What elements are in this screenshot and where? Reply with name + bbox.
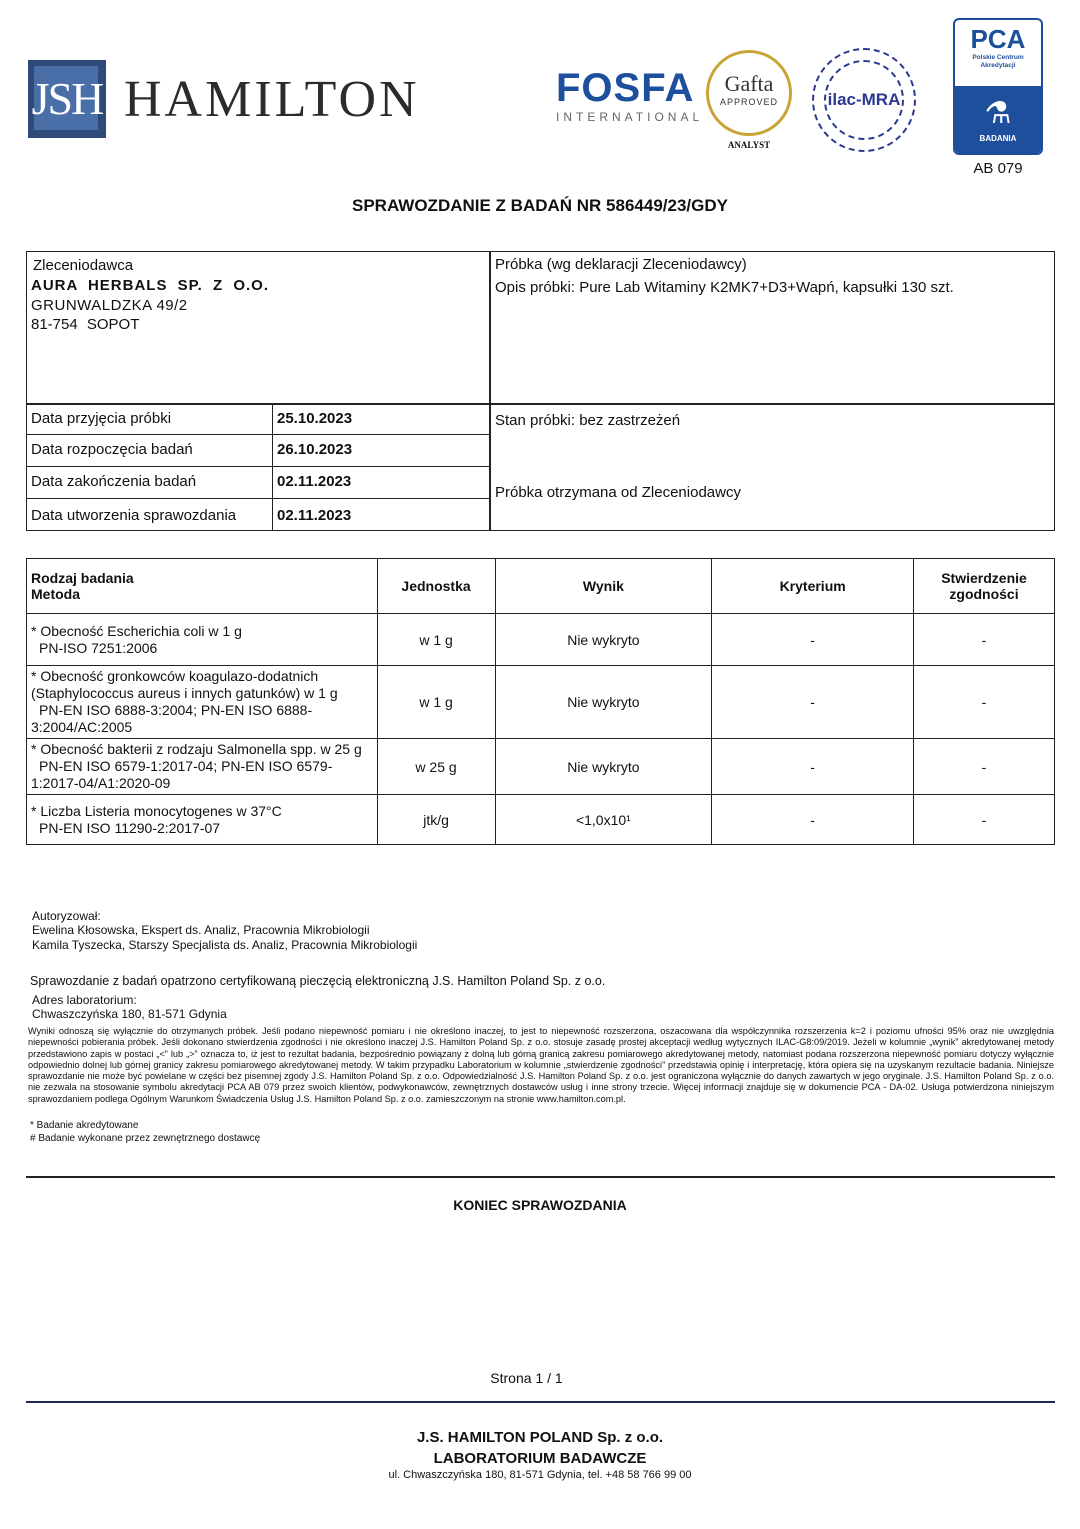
authorizer-1: Ewelina Kłosowska, Ekspert ds. Analiz, Pracownia Mikrobiologii [32,923,370,937]
result-cell: Nie wykryto [495,739,712,795]
header-test-line1: Rodzaj badania [31,570,134,586]
table-row [27,739,1055,795]
header-conformity-line2: zgodności [949,586,1019,602]
logo-monogram: JSH [31,73,103,124]
client-city: 81-754 SOPOT [31,316,140,333]
sample-condition: Stan próbki: bez zastrzeżeń [495,412,681,429]
end-title: KONIEC SPRAWOZDANIA [453,1197,627,1213]
flask-icon: ⚗ [984,97,1012,130]
legal-notes: Wyniki odnoszą się wyłącznie do otrzymanych próbek. Jeśli podano niepewność pomiaru i nie określono inaczej, to jest to niepewność rozszerzona, oszacowana dla współczynnika rozszerzenia k=2 i poziomu ufności 95% oraz nie uwzględnia niepewności pobierania próbek. Jeśli dokonano stwierdzenia zgodności i nie określono inaczej J.S. Hamilton Poland Sp. z o.o. stosuje zasadę prostej akceptacji według wytycznych ILAC-G8:09/2019. Jeżeli w kolumnie „wynik” akredytowanej metody przedstawiono zapis w postaci „<” lub „>” oznacza to, iż jest to rezultat badania, bezpośrednio powiązany z dolną lub górną granicą zakresu pomiarowego akredytowanej metody, natomiast podana rozszerzona niepewność pomiaru dotyczy wyłącznie odpowiednio dolnej lub górnej granicy zakresu pomiarowego akredytowanej metody. W takim przypadku Laboratorium w kolumnie „stwierdzenie zgodności” przedstawia opinię i interpretację, która opiera się na uzyskanym rezultacie badania. Niniejsze sprawozdanie nie może być powielane w części bez pisemnej zgody J.S. Hamilton Poland Sp. z o.o. Odpowiedzialność J.S. Hamilton Poland Sp. z o.o. jest ograniczona wyłącznie do danych zawartych w jego oryginale. J.S. Hamilton Poland Sp. z o.o. nie zezwala na stosowanie symbolu akredytacji PCA AB 079 przez swoich klientów, podwykonawców, zewnętrznych dostawców usług i inne strony trzecie. Więcej informacji znajduje się w dokumencie PCA - DA-02. Usługa potwierdzona niniejszym sprawozdaniem podlega Ogólnym Warunkom Świadczenia Usług J.S. Hamilton Poland Sp. z o.o. zamieszczonym na stronie www.hamilton.com.pl. [28,1026,1054,1104]
client-label: Zleceniodawca [33,257,134,274]
page-number: Strona 1 / 1 [490,1370,563,1386]
test-method: PN-EN ISO 6888-3:2004; PN-EN ISO 6888-3:2004/AC:2005 [31,702,313,735]
lab-address-label: Adres laboratorium: [32,993,137,1007]
report-title: SPRAWOZDANIE Z BADAŃ NR 586449/23/GDY [352,196,728,215]
fosfa-main: FOSFA [556,66,695,110]
authorization-label: Autoryzował: [32,909,101,923]
unit-cell: w 1 g [377,666,495,739]
sample-description: Opis próbki: Pure Lab Witaminy K2MK7+D3+Wapń, kapsułki 130 szt. [495,279,954,296]
criterion-cell: - [712,739,914,795]
sample-source: Próbka otrzymana od Zleceniodawcy [495,484,741,501]
date-value: 26.10.2023 [277,441,353,458]
client-street: GRUNWALDZKA 49/2 [31,297,188,314]
conformity-cell: - [914,795,1055,845]
pca-line2: Akredytacji [980,62,1016,69]
date-value: 02.11.2023 [277,473,352,490]
fosfa-logo [556,66,704,124]
header-test [27,559,378,614]
test-name: * Obecność bakterii z rodzaju Salmonella spp. w 25 g [31,741,362,757]
authorizer-2: Kamila Tyszecka, Starszy Specjalista ds. Analiz, Pracownia Mikrobiologii [32,938,418,952]
unit-cell: w 25 g [377,739,495,795]
header-test-line2: Metoda [31,586,80,602]
pca-badania: BADANIA [979,134,1017,143]
table-row [27,795,1055,845]
legend-accredited: * Badanie akredytowane [30,1120,139,1131]
date-label: Data przyjęcia próbki [31,410,172,427]
test-cell [27,795,378,845]
footer-lab: LABORATORIUM BADAWCZE [433,1450,647,1467]
header-result: Wynik [495,559,712,614]
conformity-cell: - [914,739,1055,795]
test-name: * Liczba Listeria monocytogenes w 37°C [31,802,282,819]
test-name: * Obecność Escherichia coli w 1 g [31,622,242,639]
header-conformity [914,559,1055,614]
criterion-cell: - [712,666,914,739]
pca-line1: Polskie Centrum [972,54,1024,61]
jsh-logo [28,60,106,138]
test-cell [27,739,378,795]
info-box [26,251,1055,531]
table-row [27,666,1055,739]
results-table [26,558,1055,845]
fosfa-sub: INTERNATIONAL [556,110,704,124]
header-conformity-line1: Stwierdzenie [941,570,1027,586]
date-value: 02.11.2023 [277,507,352,524]
footer-company: J.S. HAMILTON POLAND Sp. z o.o. [416,1429,664,1446]
date-label: Data rozpoczęcia badań [31,441,193,458]
result-cell: <1,0x10¹ [495,795,712,845]
table-header-row [27,559,1055,614]
criterion-cell: - [712,795,914,845]
result-cell: Nie wykryto [495,666,712,739]
unit-cell: w 1 g [377,614,495,666]
header-criterion: Kryterium [712,559,914,614]
pca-main: PCA [970,24,1026,54]
unit-cell: jtk/g [377,795,495,845]
pca-logo [953,18,1043,155]
ilac-mra-logo [812,48,916,152]
footer-divider [26,1401,1055,1403]
conformity-cell: - [914,666,1055,739]
result-cell: Nie wykryto [495,614,712,666]
test-method: PN-ISO 7251:2006 [39,639,158,656]
footer-address: ul. Chwaszczyńska 180, 81-571 Gdynia, tel. +48 58 766 99 00 [388,1469,692,1481]
test-cell [27,614,378,666]
header-unit: Jednostka [377,559,495,614]
date-label: Data zakończenia badań [31,473,197,490]
test-method: PN-EN ISO 6579-1:2017-04; PN-EN ISO 6579-1:2017-04/A1:2020-09 [31,758,333,791]
date-value: 25.10.2023 [277,410,353,427]
conformity-cell: - [914,614,1055,666]
company-name: HAMILTON [124,71,420,128]
test-cell [27,666,378,739]
lab-address: Chwaszczyńska 180, 81-571 Gdynia [32,1007,227,1021]
pca-code: AB 079 [973,160,1023,177]
test-method: PN-EN ISO 11290-2:2017-07 [39,819,221,836]
client-name: AURA HERBALS SP. Z O.O. [31,277,270,294]
gafta-sub: APPROVED [719,97,778,107]
legend-external: # Badanie wykonane przez zewnętrznego dostawcę [30,1133,261,1144]
divider [26,1176,1055,1178]
test-name: * Obecność gronkowców koagulazo-dodatnich (Staphylococcus aureus i innych gatunków) w 1 g [31,668,338,701]
ilac-text: ilac-MRA [827,90,901,109]
sample-label: Próbka (wg deklaracji Zleceniodawcy) [495,256,747,273]
table-row [27,614,1055,666]
gafta-analyst: ANALYST [727,140,771,150]
seal-note: Sprawozdanie z badań opatrzono certyfikowaną pieczęcią elektroniczną J.S. Hamilton Poland Sp. z o.o. [30,974,606,988]
criterion-cell: - [712,614,914,666]
date-label: Data utworzenia sprawozdania [31,507,237,524]
gafta-logo [706,50,792,136]
gafta-main: Gafta [724,71,774,96]
